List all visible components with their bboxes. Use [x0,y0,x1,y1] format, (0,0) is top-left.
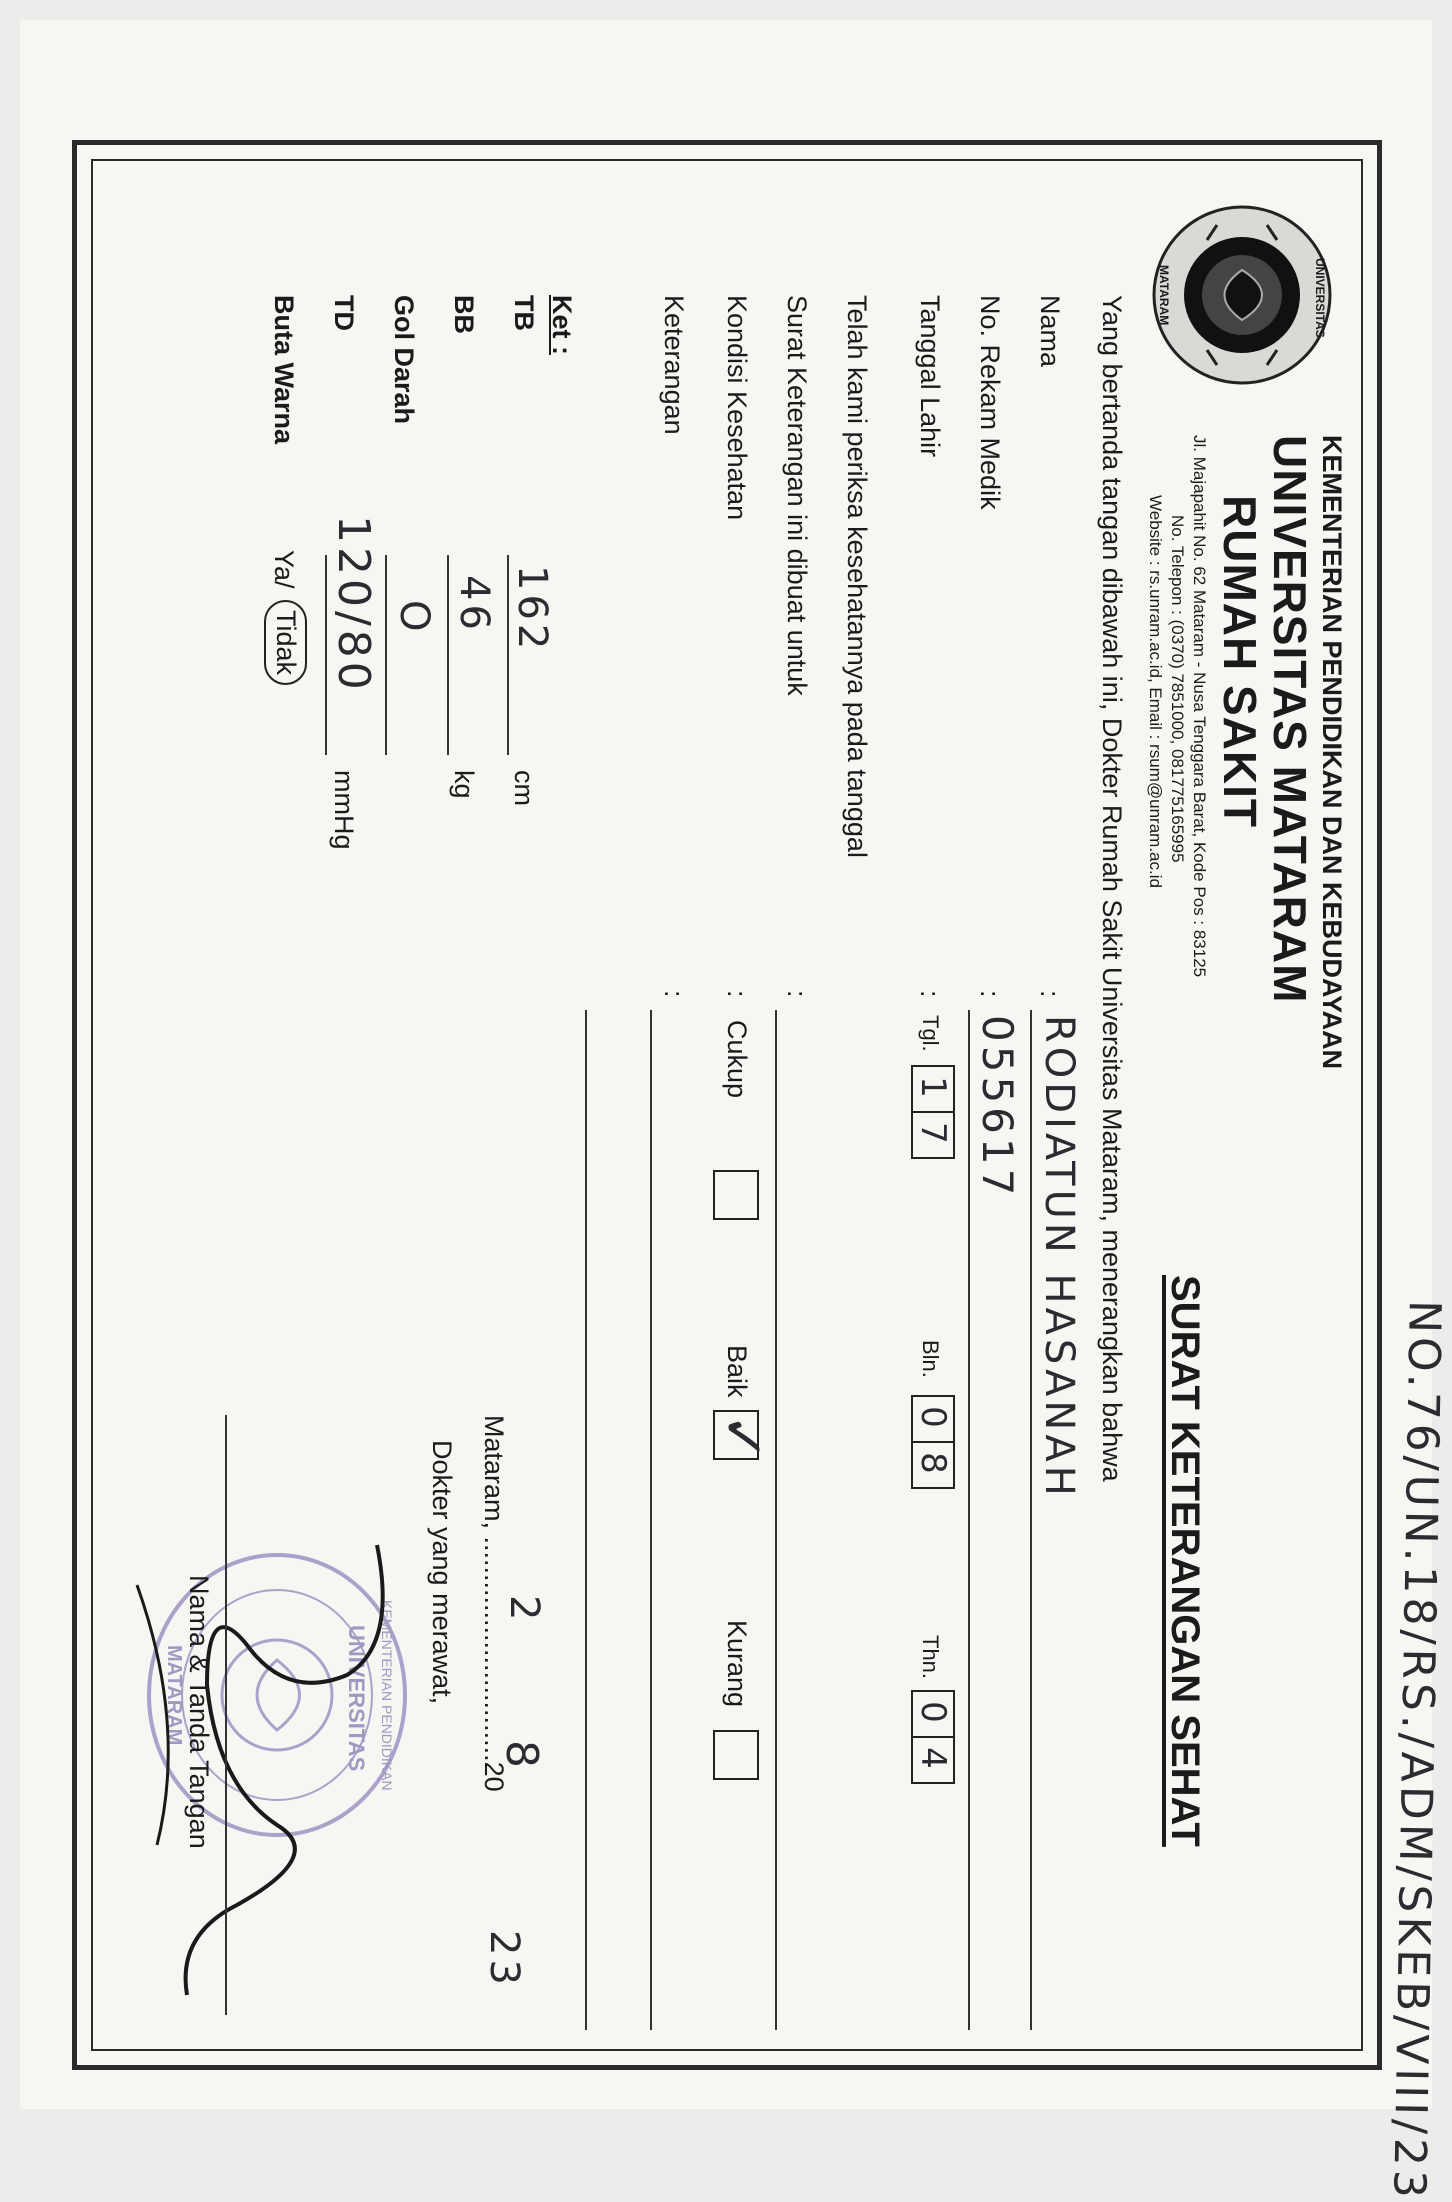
ket-title: Ket : [547,295,577,355]
tgl-label: Tgl. [918,1015,943,1052]
gol-darah-value: O [391,600,437,636]
nama-colon: : [1035,990,1065,998]
bb-value: 46 [451,575,497,634]
kondisi-kurang-label: Kurang [722,1620,752,1708]
bb-unit: kg [449,770,479,799]
kondisi-colon: : [722,990,752,998]
td-value: 120/80 [328,515,379,694]
tb-line [507,555,509,755]
tgl-lahir-colon: : [915,990,945,998]
keterangan-label: Keterangan [659,295,689,435]
gol-darah-line [385,555,387,755]
document-page [20,20,1450,2202]
stamp-top: KEMENTERIAN PENDIDIKAN [379,1600,395,1791]
thn-label: Thn. [918,1635,943,1680]
tgl-box-1: 1 [911,1065,955,1113]
nama-line [1030,1010,1032,2030]
gol-darah-label: Gol Darah [389,295,419,425]
buta-warna-label: Buta Warna [269,295,299,445]
tb-unit: cm [509,770,539,806]
document-number: NO.76/UN.18/RS./ADM/SKEB/VIII/23 [1383,1299,1450,2202]
kondisi-cukup-checkbox[interactable] [713,1170,759,1220]
purpose-colon: : [782,990,812,998]
keterangan-colon: : [659,990,689,998]
bln-box-1: 0 [911,1395,955,1443]
logo-text-bottom: MATARAM [1157,265,1171,326]
rm-colon: : [975,990,1005,998]
purpose-line [775,1010,777,2030]
rm-value: 055617 [973,1015,1022,1200]
header-hospital: RUMAH SAKIT [1214,495,1266,828]
sign-place-date: Mataram, ..............................20 [479,1415,509,1792]
kondisi-label: Kondisi Kesehatan [722,295,752,521]
buta-warna-ya: Ya/ [269,550,299,589]
intro-text: Yang bertanda tangan dibawah ini, Dokter Rumah Sakit Universitas Mataram, menerangkan bahwa [1097,295,1127,1482]
buta-warna-tidak: Tidak [264,600,307,685]
rm-line [968,1010,970,2030]
tgl-box-2: 7 [911,1111,955,1159]
examined-text: Telah kami periksa kesehatannya pada tanggal [842,295,872,858]
sign-month: 8 [496,1740,547,1772]
td-line [325,555,327,755]
sign-day: 2 [501,1595,547,1625]
bln-box-2: 8 [911,1441,955,1489]
stamp-middle: UNIVERSITAS [344,1625,369,1772]
header-ministry: KEMENTERIAN PENDIDIKAN DAN KEBUDAYAAN [1317,435,1347,1070]
bb-label: BB [449,295,479,334]
tgl-lahir-label: Tanggal Lahir [915,295,945,458]
sign-doctor: Dokter yang merawat, [427,1440,457,1705]
nama-label: Nama [1035,295,1065,368]
tb-label: TB [509,295,539,331]
header-address: Jl. Majapahit No. 62 Mataram - Nusa Tenggara Barat, Kode Pos : 83125 [1190,435,1209,978]
doctor-signature [117,1525,437,2025]
header-web: Website : rs.unram.ac.id, Email : rsum@unram.ac.id [1146,495,1165,888]
document-frame [72,140,1382,2070]
nama-value: RODIATUN HASANAH [1036,1015,1082,1500]
sign-name-label: Nama & Tanda Tangan [184,1575,214,1849]
university-logo [1147,200,1337,390]
rm-label: No. Rekam Medik [975,295,1005,510]
stamp-bottom: MATARAM [163,1645,185,1746]
header-phone: No. Telepon : (0370) 7851000, 081775165995 [1168,515,1187,863]
kondisi-baik-label: Baik [722,1345,752,1398]
thn-box-2: 4 [911,1736,955,1784]
purpose-label: Surat Keterangan ini dibuat untuk [782,295,812,696]
bb-line [447,555,449,755]
thn-box-1: 0 [911,1690,955,1738]
document-title: SURAT KETERANGAN SEHAT [1163,1275,1207,1847]
sign-year: 23 [481,1930,527,1989]
header-university: UNIVERSITAS MATARAM [1264,435,1316,1004]
kondisi-cukup-label: Cukup [722,1020,752,1099]
bln-label: Bln. [918,1340,943,1378]
kondisi-baik-checkmark: ✓ [709,1413,777,1462]
keterangan-line-1 [650,1010,652,2030]
td-label: TD [329,295,359,331]
keterangan-line-2 [585,1010,587,2030]
td-unit: mmHg [329,770,359,850]
tb-value: 162 [509,565,555,654]
logo-text-top: UNIVERSITAS [1313,258,1327,338]
sign-line [225,1415,227,2015]
kondisi-kurang-checkbox[interactable] [713,1730,759,1780]
